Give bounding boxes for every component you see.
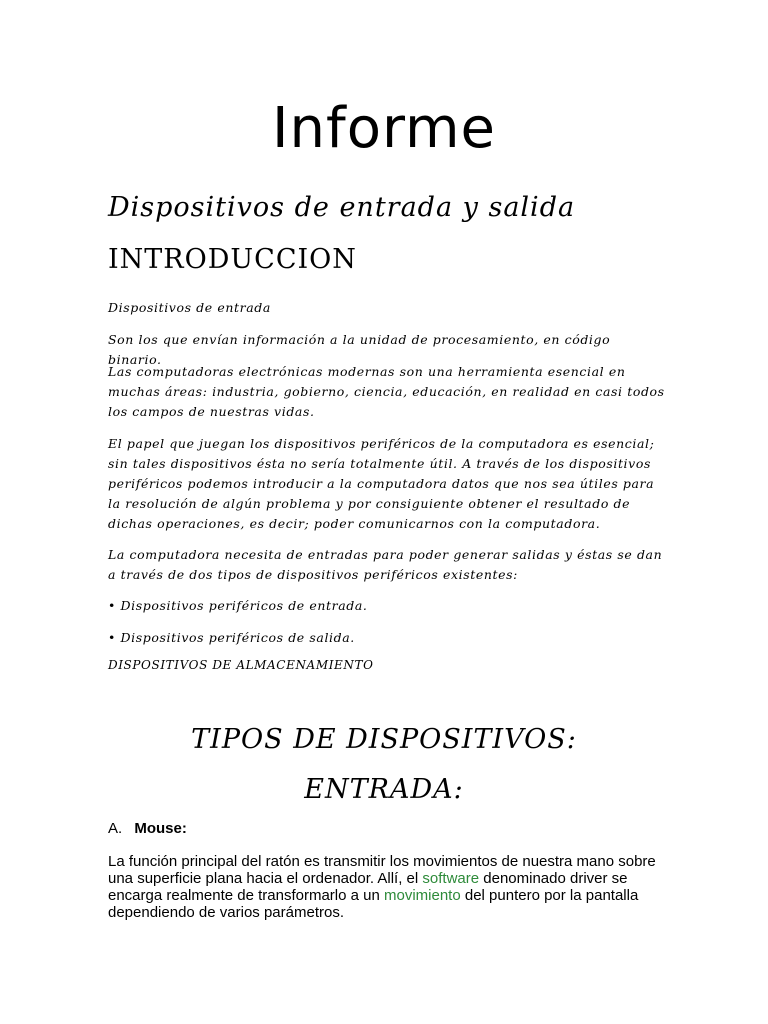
mouse-paragraph xyxy=(108,853,668,921)
paragraph-text: Las computadoras electrónicas modernas son una herramienta esencial en muchas áreas: industria, gobierno, ciencia, educación, en realidad en casi todos los campos de nuestras vidas. xyxy=(108,364,665,419)
paragraph-text: Dispositivos de entrada xyxy=(108,300,271,315)
document-subtitle: Dispositivos de entrada y salida xyxy=(108,192,576,223)
bullet-text: • Dispositivos periféricos de salida. xyxy=(108,630,355,645)
paragraph-role xyxy=(108,434,668,534)
types-heading: TIPOS DE DISPOSITIVOS: xyxy=(191,724,577,755)
bullet-output xyxy=(108,628,668,648)
item-mouse-label xyxy=(108,820,187,837)
mouse-text-part1: La función principal del ratón es transmitir los movimientos de nuestra mano sobre una superficie plana hacia el ordenador. Allí, el xyxy=(108,853,656,887)
paragraph-text: El papel que juegan los dispositivos periféricos de la computadora es esencial; sin tales dispositivos ésta no sería totalmente útil. A través de los dispositivos periféricos podemos introducir a la computadora datos que nos sea útiles para la resolución de algún problema y por consiguiente obtener el resultado de dichas operaciones, es decir; poder comunicarnos con la computadora. xyxy=(108,436,655,531)
mouse-text-part3: del puntero por la pantalla dependiendo de varios parámetros. xyxy=(108,887,639,921)
paragraph-input-devices xyxy=(108,298,668,318)
entrada-heading: ENTRADA: xyxy=(304,774,464,805)
movimiento-link[interactable]: movimiento xyxy=(383,887,461,904)
item-name: Mouse: xyxy=(134,820,187,837)
bullet-input xyxy=(108,596,668,616)
paragraph-text: La computadora necesita de entradas para poder generar salidas y éstas se dan a través de dos tipos de dispositivos periféricos existentes: xyxy=(108,547,663,582)
mouse-text-part2: denominado driver se encarga realmente de transformarlo a un xyxy=(108,870,628,904)
software-link[interactable]: software xyxy=(422,870,480,887)
paragraph-text: Son los que envían información a la unidad de procesamiento, en código binario. xyxy=(108,332,611,367)
bullet-text: • Dispositivos periféricos de entrada. xyxy=(108,598,368,613)
document-title: Informe xyxy=(271,96,497,161)
paragraph-computers xyxy=(108,362,668,422)
storage-devices-line: DISPOSITIVOS DE ALMACENAMIENTO xyxy=(108,658,374,672)
paragraph-inputs-outputs xyxy=(108,545,668,585)
item-letter: A. xyxy=(108,820,123,837)
intro-heading: INTRODUCCION xyxy=(108,244,357,275)
